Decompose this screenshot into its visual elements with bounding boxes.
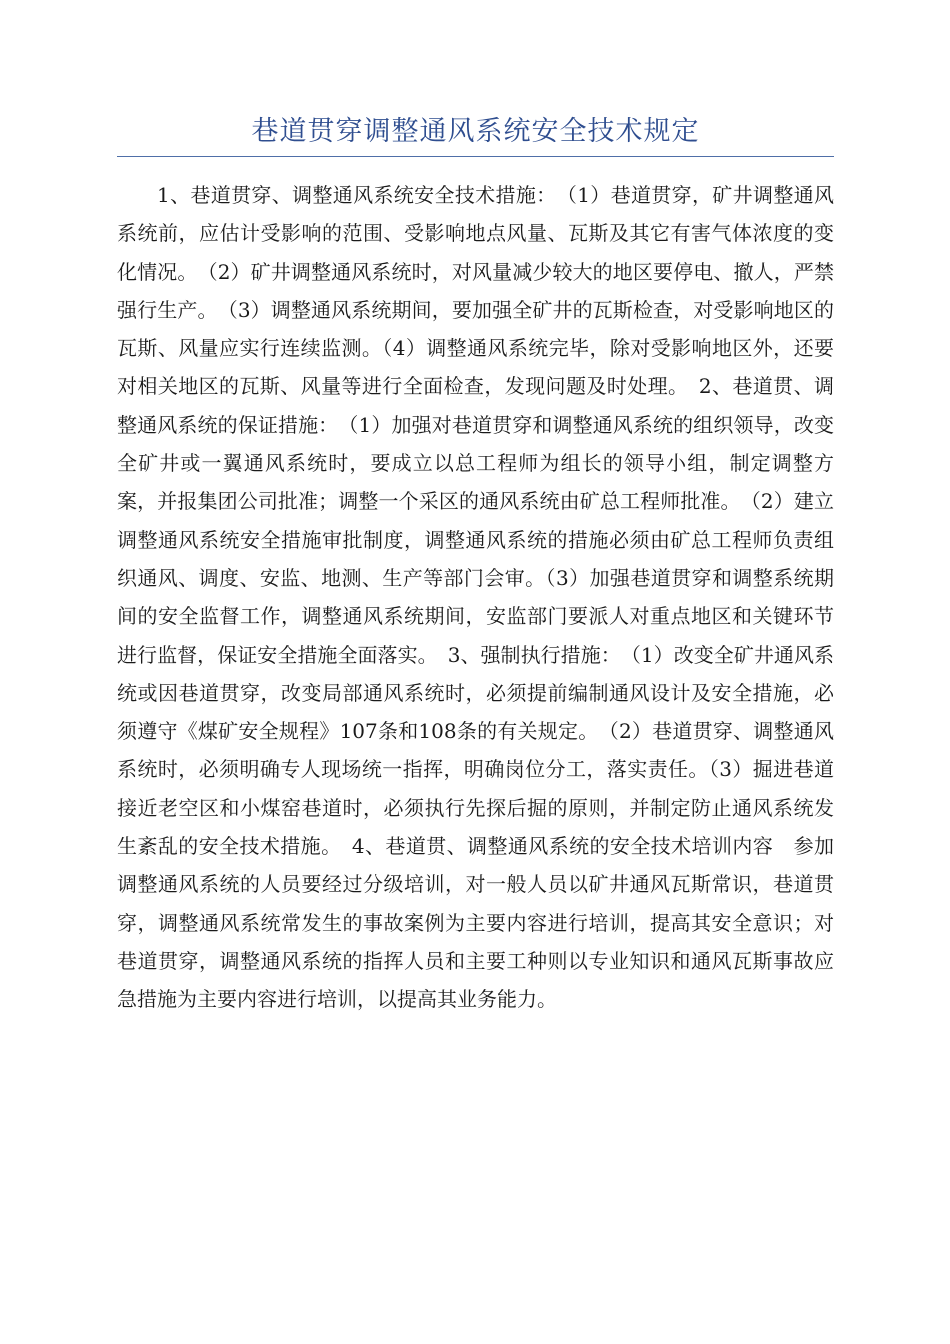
page-title: 巷道贯穿调整通风系统安全技术规定 (251, 116, 700, 147)
body-paragraph: 1、巷道贯穿、调整通风系统安全技术措施： （1）巷道贯穿，矿井调整通风系统前，应估计受影响的范围、受影响地点风量、瓦斯及其它有害气体浓度的变化情况。 （2）矿井调整通风系统时，对风量减少较大的地区要停电、撤人，严禁强行生产。 （3）调整通风系统期间，要加强全矿井的瓦斯检查，对受影响地区的瓦斯、风量应实行连续监测。（4）调整通风系统完毕，除对受影响地区外，还要对相关地区的瓦斯、风量等进行全面检查，发现问题及时处理。 2、巷道贯、调整通风系统的保证措施： （1）加强对巷道贯穿和调整通风系统的组织领导，改变全矿井或一翼通风系统时，要成立以总工程师为组长的领导小组，制定调整方案，并报集团公司批准；调整一个采区的通风系统由矿总工程师批准。 （2）建立调整通风系统安全措施审批制度，调整通风系统的措施必须由矿总工程师负责组织通风、调度、安监、地测、生产等部门会审。（3）加强巷道贯穿和调整系统期间的安全监督工作，调整通风系统期间，安监部门要派人对重点地区和关键环节进行监督，保证安全措施全面落实。 3、强制执行措施： （1）改变全矿井通风系统或因巷道贯穿，改变局部通风系统时，必须提前编制通风设计及安全措施，必须遵守《煤矿安全规程》107条和108条的有关规定。 （2）巷道贯穿、调整通风系统时，必须明确专人现场统一指挥，明确岗位分工，落实责任。（3）掘进巷道接近老空区和小煤窑巷道时，必须执行先探后掘的原则，并制定防止通风系统发生紊乱的安全技术措施。 4、巷道贯、调整通风系统的安全技术培训内容 参加调整通风系统的人员要经过分级培训，对一般人员以矿井通风瓦斯常识，巷道贯穿，调整通风系统常发生的事故案例为主要内容进行培训，提高其安全意识；对巷道贯穿，调整通风系统的指挥人员和主要工种则以专业知识和通风瓦斯事故应急措施为主要内容进行培训，以提高其业务能力。 (117, 183, 834, 1012)
title-block (117, 112, 834, 157)
